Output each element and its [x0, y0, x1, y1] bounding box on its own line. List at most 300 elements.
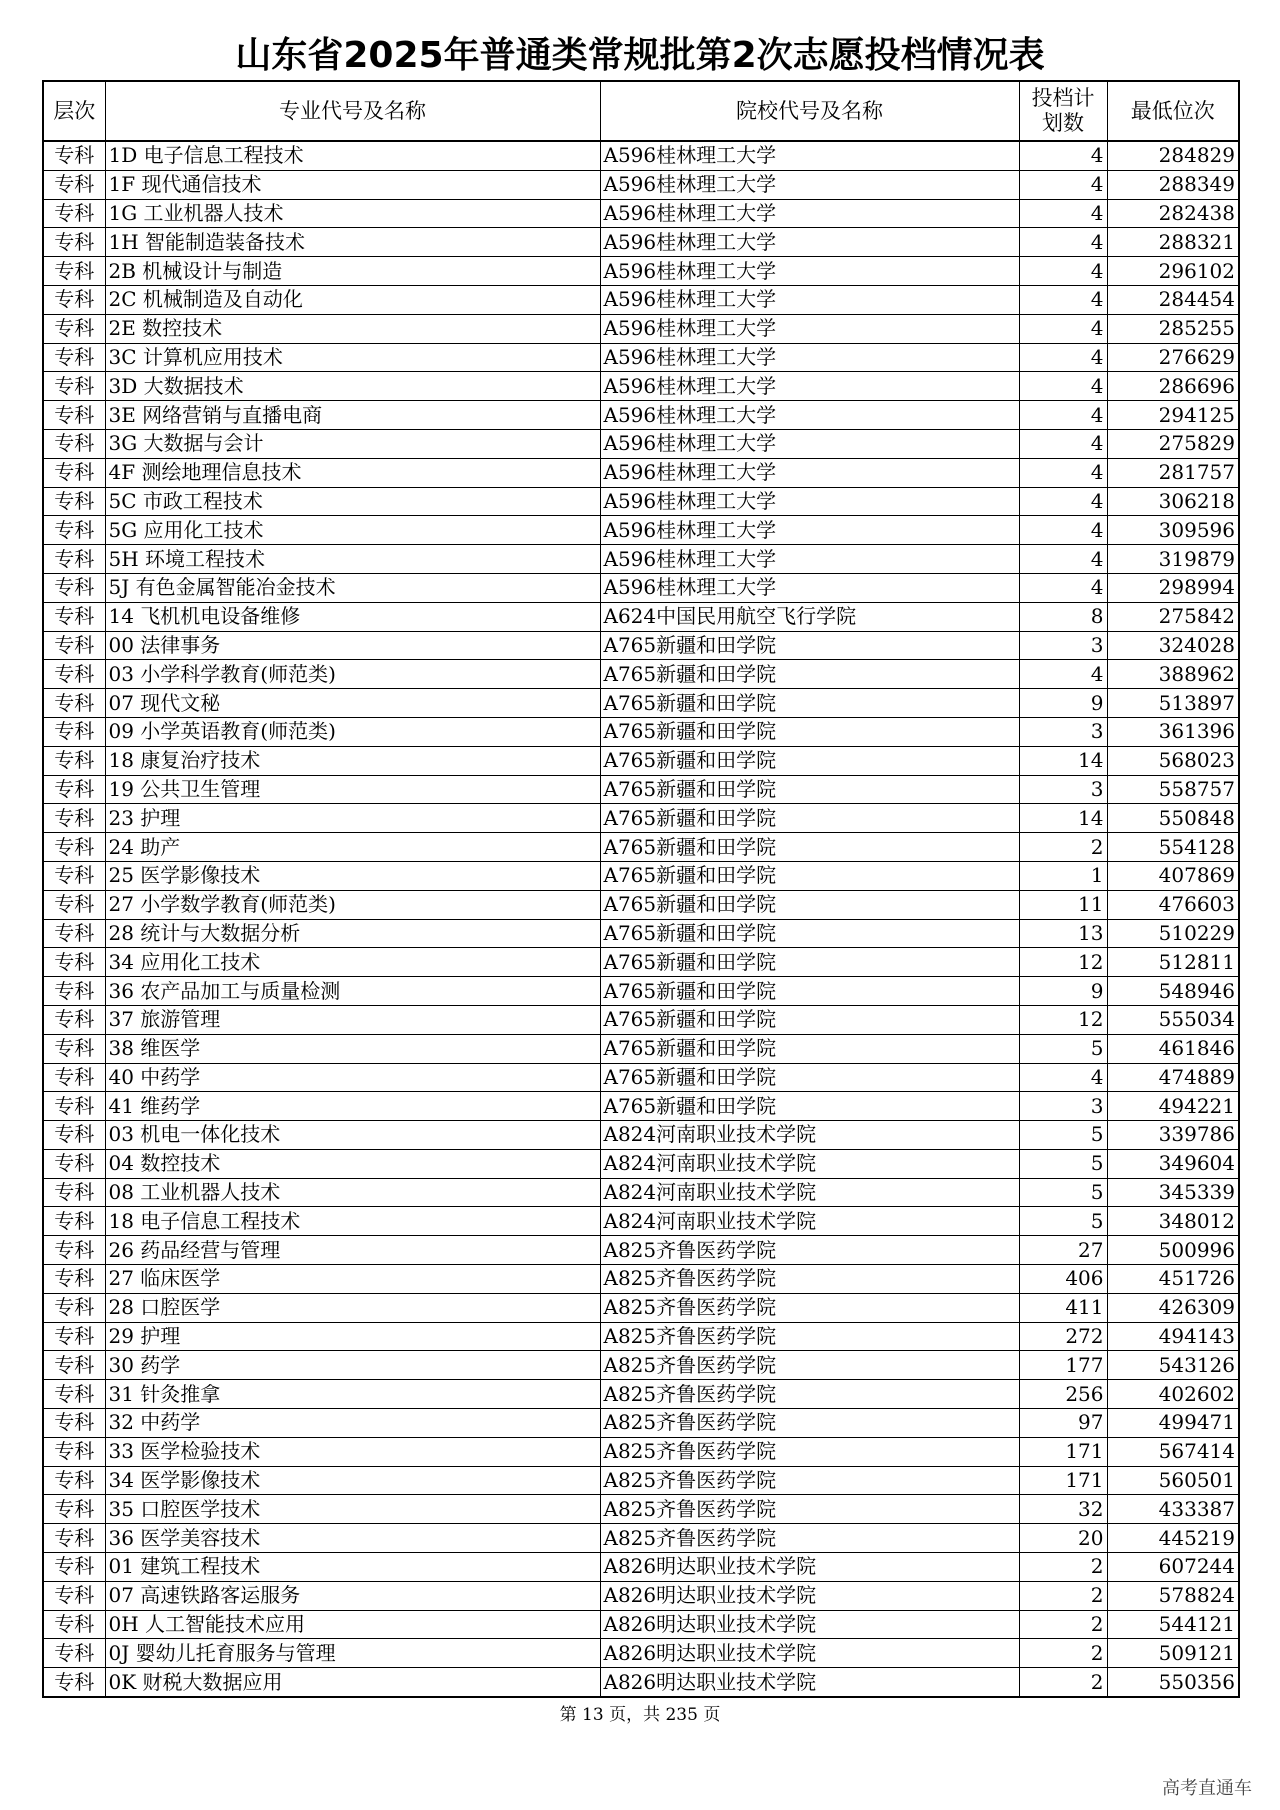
cell-school: A826明达职业技术学院 — [600, 1581, 1019, 1610]
table-row — [43, 1466, 1239, 1495]
cell-school: A824河南职业技术学院 — [600, 1149, 1019, 1178]
cell-major: 08 工业机器人技术 — [105, 1178, 600, 1207]
cell-rank: 445219 — [1107, 1524, 1239, 1553]
cell-level: 专科 — [43, 977, 105, 1006]
cell-rank: 275829 — [1107, 429, 1239, 458]
cell-rank: 512811 — [1107, 948, 1239, 977]
table-row — [43, 1293, 1239, 1322]
table-row — [43, 458, 1239, 487]
cell-plan: 4 — [1019, 199, 1107, 228]
cell-rank: 285255 — [1107, 314, 1239, 343]
table-row — [43, 948, 1239, 977]
cell-plan: 3 — [1019, 631, 1107, 660]
table-row — [43, 977, 1239, 1006]
cell-rank: 548946 — [1107, 977, 1239, 1006]
cell-rank: 294125 — [1107, 401, 1239, 430]
cell-plan: 8 — [1019, 602, 1107, 631]
cell-rank: 339786 — [1107, 1121, 1239, 1150]
table-row — [43, 602, 1239, 631]
cell-school: A765新疆和田学院 — [600, 775, 1019, 804]
cell-school: A825齐鲁医药学院 — [600, 1293, 1019, 1322]
cell-plan: 9 — [1019, 977, 1107, 1006]
cell-major: 3D 大数据技术 — [105, 372, 600, 401]
cell-level: 专科 — [43, 1437, 105, 1466]
cell-major: 29 护理 — [105, 1322, 600, 1351]
table-row — [43, 1265, 1239, 1294]
cell-rank: 288349 — [1107, 170, 1239, 199]
cell-level: 专科 — [43, 1466, 105, 1495]
cell-level: 专科 — [43, 1380, 105, 1409]
cell-rank: 500996 — [1107, 1236, 1239, 1265]
table-row — [43, 257, 1239, 286]
cell-rank: 554128 — [1107, 833, 1239, 862]
table-row — [43, 314, 1239, 343]
cell-plan: 5 — [1019, 1149, 1107, 1178]
cell-school: A765新疆和田学院 — [600, 977, 1019, 1006]
cell-major: 04 数控技术 — [105, 1149, 600, 1178]
cell-plan: 3 — [1019, 775, 1107, 804]
cell-rank: 607244 — [1107, 1553, 1239, 1582]
table-row — [43, 1380, 1239, 1409]
cell-rank: 474889 — [1107, 1063, 1239, 1092]
cell-plan: 4 — [1019, 170, 1107, 199]
cell-plan: 4 — [1019, 573, 1107, 602]
cell-major: 24 助产 — [105, 833, 600, 862]
cell-major: 2C 机械制造及自动化 — [105, 285, 600, 314]
cell-major: 18 电子信息工程技术 — [105, 1207, 600, 1236]
cell-plan: 5 — [1019, 1121, 1107, 1150]
cell-level: 专科 — [43, 228, 105, 257]
cell-plan: 4 — [1019, 1063, 1107, 1092]
table-row — [43, 1005, 1239, 1034]
cell-major: 03 小学科学教育(师范类) — [105, 660, 600, 689]
cell-major: 0J 婴幼儿托育服务与管理 — [105, 1639, 600, 1668]
cell-level: 专科 — [43, 1322, 105, 1351]
table-row — [43, 1409, 1239, 1438]
table-row — [43, 343, 1239, 372]
cell-plan: 3 — [1019, 1092, 1107, 1121]
cell-major: 3C 计算机应用技术 — [105, 343, 600, 372]
cell-plan: 4 — [1019, 487, 1107, 516]
cell-plan: 4 — [1019, 372, 1107, 401]
table-row — [43, 1322, 1239, 1351]
cell-major: 26 药品经营与管理 — [105, 1236, 600, 1265]
table-row — [43, 1581, 1239, 1610]
cell-level: 专科 — [43, 314, 105, 343]
table-row — [43, 573, 1239, 602]
cell-level: 专科 — [43, 257, 105, 286]
cell-major: 28 统计与大数据分析 — [105, 919, 600, 948]
cell-plan: 2 — [1019, 1639, 1107, 1668]
cell-rank: 298994 — [1107, 573, 1239, 602]
cell-level: 专科 — [43, 199, 105, 228]
cell-school: A825齐鲁医药学院 — [600, 1322, 1019, 1351]
cell-major: 1F 现代通信技术 — [105, 170, 600, 199]
cell-major: 34 医学影像技术 — [105, 1466, 600, 1495]
cell-major: 33 医学检验技术 — [105, 1437, 600, 1466]
header-rank: 最低位次 — [1107, 81, 1239, 141]
cell-plan: 4 — [1019, 545, 1107, 574]
cell-school: A765新疆和田学院 — [600, 746, 1019, 775]
cell-plan: 4 — [1019, 401, 1107, 430]
cell-rank: 499471 — [1107, 1409, 1239, 1438]
table-row — [43, 1063, 1239, 1092]
cell-major: 07 现代文秘 — [105, 689, 600, 718]
cell-school: A824河南职业技术学院 — [600, 1121, 1019, 1150]
cell-school: A596桂林理工大学 — [600, 257, 1019, 286]
cell-rank: 550356 — [1107, 1668, 1239, 1697]
cell-school: A826明达职业技术学院 — [600, 1668, 1019, 1697]
cell-rank: 568023 — [1107, 746, 1239, 775]
cell-plan: 27 — [1019, 1236, 1107, 1265]
header-level: 层次 — [43, 81, 105, 141]
cell-level: 专科 — [43, 804, 105, 833]
cell-rank: 282438 — [1107, 199, 1239, 228]
cell-rank: 361396 — [1107, 717, 1239, 746]
cell-level: 专科 — [43, 602, 105, 631]
cell-school: A824河南职业技术学院 — [600, 1207, 1019, 1236]
cell-level: 专科 — [43, 746, 105, 775]
cell-rank: 275842 — [1107, 602, 1239, 631]
cell-major: 3E 网络营销与直播电商 — [105, 401, 600, 430]
cell-rank: 309596 — [1107, 516, 1239, 545]
cell-school: A825齐鲁医药学院 — [600, 1495, 1019, 1524]
table-row — [43, 1034, 1239, 1063]
cell-level: 专科 — [43, 1409, 105, 1438]
cell-rank: 348012 — [1107, 1207, 1239, 1236]
table-row — [43, 1092, 1239, 1121]
cell-school: A765新疆和田学院 — [600, 631, 1019, 660]
header-school: 院校代号及名称 — [600, 81, 1019, 141]
cell-rank: 284454 — [1107, 285, 1239, 314]
cell-level: 专科 — [43, 1121, 105, 1150]
table-row — [43, 746, 1239, 775]
cell-major: 2E 数控技术 — [105, 314, 600, 343]
cell-plan: 1 — [1019, 861, 1107, 890]
cell-rank: 451726 — [1107, 1265, 1239, 1294]
header-plan-line2: 划数 — [1042, 111, 1084, 135]
cell-major: 36 农产品加工与质量检测 — [105, 977, 600, 1006]
cell-plan: 9 — [1019, 689, 1107, 718]
cell-major: 34 应用化工技术 — [105, 948, 600, 977]
cell-school: A596桂林理工大学 — [600, 516, 1019, 545]
cell-level: 专科 — [43, 775, 105, 804]
cell-major: 23 护理 — [105, 804, 600, 833]
cell-school: A596桂林理工大学 — [600, 573, 1019, 602]
cell-level: 专科 — [43, 343, 105, 372]
cell-level: 专科 — [43, 170, 105, 199]
cell-level: 专科 — [43, 516, 105, 545]
cell-school: A765新疆和田学院 — [600, 1063, 1019, 1092]
table-row — [43, 717, 1239, 746]
cell-level: 专科 — [43, 141, 105, 170]
watermark-text: 高考直通车 — [1162, 1778, 1252, 1799]
table-body — [43, 141, 1239, 1697]
cell-school: A825齐鲁医药学院 — [600, 1409, 1019, 1438]
cell-school: A826明达职业技术学院 — [600, 1610, 1019, 1639]
cell-rank: 296102 — [1107, 257, 1239, 286]
cell-level: 专科 — [43, 458, 105, 487]
cell-major: 25 医学影像技术 — [105, 861, 600, 890]
table-row — [43, 775, 1239, 804]
cell-level: 专科 — [43, 1668, 105, 1697]
cell-level: 专科 — [43, 401, 105, 430]
table-row — [43, 1668, 1239, 1697]
cell-plan: 4 — [1019, 228, 1107, 257]
cell-school: A765新疆和田学院 — [600, 833, 1019, 862]
table-row — [43, 890, 1239, 919]
cell-rank: 550848 — [1107, 804, 1239, 833]
cell-major: 40 中药学 — [105, 1063, 600, 1092]
cell-school: A765新疆和田学院 — [600, 689, 1019, 718]
cell-school: A824河南职业技术学院 — [600, 1178, 1019, 1207]
cell-level: 专科 — [43, 487, 105, 516]
cell-rank: 510229 — [1107, 919, 1239, 948]
cell-school: A825齐鲁医药学院 — [600, 1466, 1019, 1495]
cell-major: 27 临床医学 — [105, 1265, 600, 1294]
cell-school: A596桂林理工大学 — [600, 487, 1019, 516]
cell-school: A624中国民用航空飞行学院 — [600, 602, 1019, 631]
cell-plan: 4 — [1019, 458, 1107, 487]
cell-rank: 544121 — [1107, 1610, 1239, 1639]
cell-rank: 513897 — [1107, 689, 1239, 718]
cell-plan: 32 — [1019, 1495, 1107, 1524]
cell-level: 专科 — [43, 1495, 105, 1524]
table-row — [43, 689, 1239, 718]
header-major: 专业代号及名称 — [105, 81, 600, 141]
cell-school: A765新疆和田学院 — [600, 1092, 1019, 1121]
cell-school: A596桂林理工大学 — [600, 170, 1019, 199]
cell-level: 专科 — [43, 1524, 105, 1553]
cell-school: A765新疆和田学院 — [600, 919, 1019, 948]
cell-plan: 177 — [1019, 1351, 1107, 1380]
cell-rank: 388962 — [1107, 660, 1239, 689]
table-row — [43, 861, 1239, 890]
cell-school: A765新疆和田学院 — [600, 1005, 1019, 1034]
table-row — [43, 1437, 1239, 1466]
cell-major: 31 针灸推拿 — [105, 1380, 600, 1409]
cell-plan: 20 — [1019, 1524, 1107, 1553]
table-row — [43, 1236, 1239, 1265]
table-row — [43, 1495, 1239, 1524]
cell-plan: 272 — [1019, 1322, 1107, 1351]
cell-rank: 286696 — [1107, 372, 1239, 401]
table-row — [43, 660, 1239, 689]
cell-plan: 4 — [1019, 314, 1107, 343]
cell-school: A765新疆和田学院 — [600, 717, 1019, 746]
cell-rank: 543126 — [1107, 1351, 1239, 1380]
cell-school: A596桂林理工大学 — [600, 285, 1019, 314]
cell-level: 专科 — [43, 1063, 105, 1092]
table-row — [43, 545, 1239, 574]
cell-level: 专科 — [43, 573, 105, 602]
table-row — [43, 516, 1239, 545]
cell-major: 41 维药学 — [105, 1092, 600, 1121]
cell-level: 专科 — [43, 1092, 105, 1121]
cell-level: 专科 — [43, 429, 105, 458]
cell-level: 专科 — [43, 717, 105, 746]
cell-rank: 288321 — [1107, 228, 1239, 257]
cell-plan: 11 — [1019, 890, 1107, 919]
cell-major: 14 飞机机电设备维修 — [105, 602, 600, 631]
table-row — [43, 919, 1239, 948]
cell-rank: 433387 — [1107, 1495, 1239, 1524]
cell-rank: 509121 — [1107, 1639, 1239, 1668]
cell-level: 专科 — [43, 1178, 105, 1207]
cell-rank: 319879 — [1107, 545, 1239, 574]
cell-school: A765新疆和田学院 — [600, 890, 1019, 919]
cell-level: 专科 — [43, 861, 105, 890]
cell-plan: 256 — [1019, 1380, 1107, 1409]
table-row — [43, 1639, 1239, 1668]
cell-plan: 4 — [1019, 343, 1107, 372]
cell-rank: 555034 — [1107, 1005, 1239, 1034]
cell-major: 4F 测绘地理信息技术 — [105, 458, 600, 487]
cell-plan: 12 — [1019, 1005, 1107, 1034]
header-plan — [1019, 81, 1107, 141]
cell-level: 专科 — [43, 1149, 105, 1178]
cell-school: A596桂林理工大学 — [600, 545, 1019, 574]
cell-major: 1G 工业机器人技术 — [105, 199, 600, 228]
cell-major: 5J 有色金属智能冶金技术 — [105, 573, 600, 602]
cell-plan: 4 — [1019, 141, 1107, 170]
table-row — [43, 1351, 1239, 1380]
table-row — [43, 1121, 1239, 1150]
cell-level: 专科 — [43, 1351, 105, 1380]
cell-school: A826明达职业技术学院 — [600, 1553, 1019, 1582]
cell-plan: 97 — [1019, 1409, 1107, 1438]
cell-major: 32 中药学 — [105, 1409, 600, 1438]
cell-level: 专科 — [43, 689, 105, 718]
cell-level: 专科 — [43, 1639, 105, 1668]
cell-school: A765新疆和田学院 — [600, 1034, 1019, 1063]
table-row — [43, 1207, 1239, 1236]
cell-level: 专科 — [43, 631, 105, 660]
table-row — [43, 401, 1239, 430]
admission-table — [42, 80, 1240, 1698]
cell-rank: 345339 — [1107, 1178, 1239, 1207]
cell-school: A825齐鲁医药学院 — [600, 1351, 1019, 1380]
cell-major: 00 法律事务 — [105, 631, 600, 660]
cell-plan: 3 — [1019, 717, 1107, 746]
cell-plan: 4 — [1019, 660, 1107, 689]
cell-plan: 406 — [1019, 1265, 1107, 1294]
cell-plan: 171 — [1019, 1437, 1107, 1466]
cell-plan: 14 — [1019, 804, 1107, 833]
cell-school: A596桂林理工大学 — [600, 228, 1019, 257]
cell-major: 09 小学英语教育(师范类) — [105, 717, 600, 746]
cell-major: 01 建筑工程技术 — [105, 1553, 600, 1582]
cell-rank: 281757 — [1107, 458, 1239, 487]
cell-major: 2B 机械设计与制造 — [105, 257, 600, 286]
cell-school: A596桂林理工大学 — [600, 401, 1019, 430]
cell-school: A765新疆和田学院 — [600, 804, 1019, 833]
table-row — [43, 1178, 1239, 1207]
cell-level: 专科 — [43, 1207, 105, 1236]
cell-rank: 494143 — [1107, 1322, 1239, 1351]
cell-major: 35 口腔医学技术 — [105, 1495, 600, 1524]
cell-rank: 306218 — [1107, 487, 1239, 516]
cell-level: 专科 — [43, 833, 105, 862]
cell-plan: 171 — [1019, 1466, 1107, 1495]
cell-level: 专科 — [43, 1581, 105, 1610]
cell-level: 专科 — [43, 285, 105, 314]
cell-school: A596桂林理工大学 — [600, 458, 1019, 487]
cell-rank: 578824 — [1107, 1581, 1239, 1610]
cell-rank: 407869 — [1107, 861, 1239, 890]
cell-major: 28 口腔医学 — [105, 1293, 600, 1322]
cell-school: A765新疆和田学院 — [600, 861, 1019, 890]
cell-plan: 2 — [1019, 1610, 1107, 1639]
cell-school: A825齐鲁医药学院 — [600, 1380, 1019, 1409]
cell-level: 专科 — [43, 1610, 105, 1639]
cell-level: 专科 — [43, 890, 105, 919]
cell-school: A596桂林理工大学 — [600, 314, 1019, 343]
cell-plan: 5 — [1019, 1207, 1107, 1236]
cell-major: 5G 应用化工技术 — [105, 516, 600, 545]
table-row — [43, 372, 1239, 401]
table-row — [43, 170, 1239, 199]
cell-plan: 13 — [1019, 919, 1107, 948]
cell-plan: 4 — [1019, 429, 1107, 458]
cell-major: 1D 电子信息工程技术 — [105, 141, 600, 170]
table-row — [43, 141, 1239, 170]
cell-level: 专科 — [43, 660, 105, 689]
cell-major: 18 康复治疗技术 — [105, 746, 600, 775]
cell-rank: 324028 — [1107, 631, 1239, 660]
cell-plan: 4 — [1019, 285, 1107, 314]
cell-rank: 349604 — [1107, 1149, 1239, 1178]
cell-plan: 2 — [1019, 833, 1107, 862]
table-row — [43, 1553, 1239, 1582]
cell-rank: 284829 — [1107, 141, 1239, 170]
cell-plan: 4 — [1019, 257, 1107, 286]
table-row — [43, 285, 1239, 314]
cell-level: 专科 — [43, 1005, 105, 1034]
cell-level: 专科 — [43, 1236, 105, 1265]
cell-level: 专科 — [43, 545, 105, 574]
cell-school: A825齐鲁医药学院 — [600, 1236, 1019, 1265]
cell-plan: 5 — [1019, 1034, 1107, 1063]
cell-rank: 276629 — [1107, 343, 1239, 372]
cell-plan: 12 — [1019, 948, 1107, 977]
cell-rank: 426309 — [1107, 1293, 1239, 1322]
cell-level: 专科 — [43, 919, 105, 948]
table-row — [43, 429, 1239, 458]
cell-plan: 2 — [1019, 1581, 1107, 1610]
cell-rank: 461846 — [1107, 1034, 1239, 1063]
table-row — [43, 631, 1239, 660]
cell-major: 1H 智能制造装备技术 — [105, 228, 600, 257]
cell-major: 27 小学数学教育(师范类) — [105, 890, 600, 919]
table-row — [43, 833, 1239, 862]
cell-plan: 2 — [1019, 1668, 1107, 1697]
cell-level: 专科 — [43, 372, 105, 401]
cell-school: A765新疆和田学院 — [600, 660, 1019, 689]
cell-school: A765新疆和田学院 — [600, 948, 1019, 977]
cell-level: 专科 — [43, 1293, 105, 1322]
page-title: 山东省2025年普通类常规批第2次志愿投档情况表 — [235, 35, 1045, 76]
cell-school: A825齐鲁医药学院 — [600, 1265, 1019, 1294]
cell-major: 38 维医学 — [105, 1034, 600, 1063]
cell-major: 5H 环境工程技术 — [105, 545, 600, 574]
cell-major: 3G 大数据与会计 — [105, 429, 600, 458]
table-row — [43, 804, 1239, 833]
cell-major: 0K 财税大数据应用 — [105, 1668, 600, 1697]
cell-rank: 494221 — [1107, 1092, 1239, 1121]
cell-plan: 411 — [1019, 1293, 1107, 1322]
cell-rank: 560501 — [1107, 1466, 1239, 1495]
